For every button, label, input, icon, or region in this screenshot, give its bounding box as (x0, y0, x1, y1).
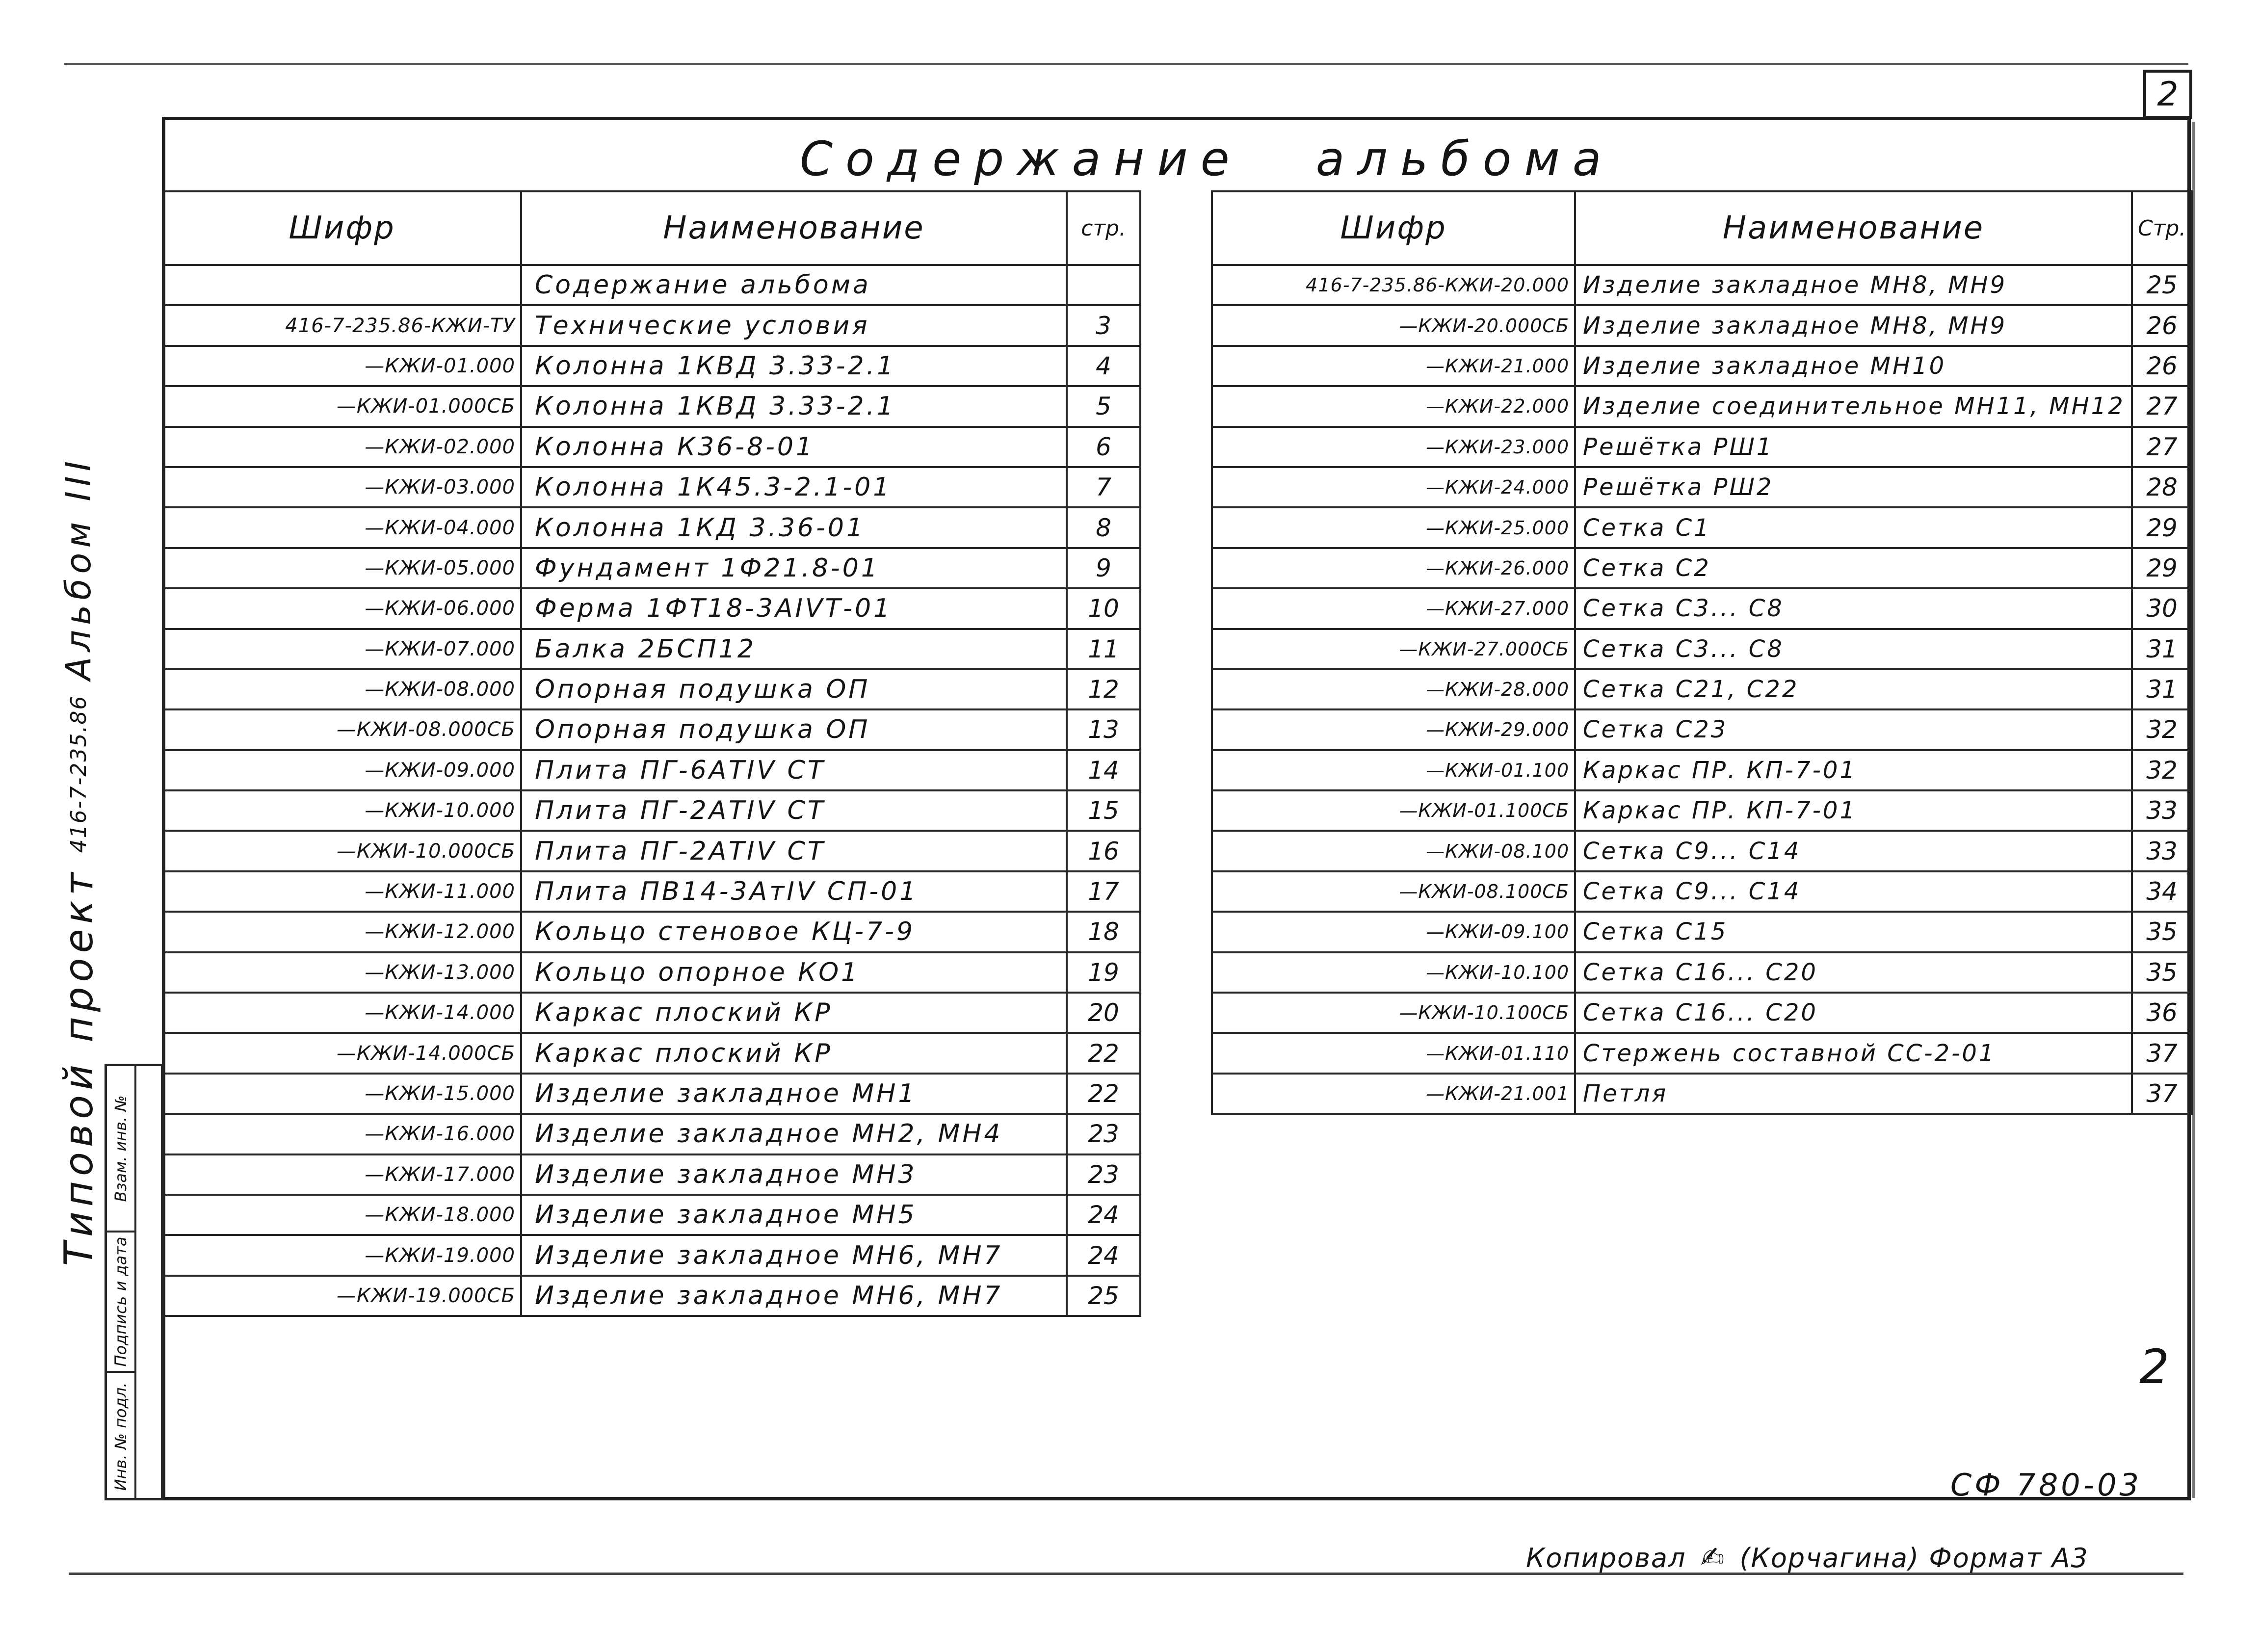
row-page: 15 (1067, 790, 1140, 831)
row-code: —КЖИ-27.000 (1212, 588, 1575, 629)
row-page: 35 (2132, 952, 2192, 993)
header-page: Стр. (2132, 191, 2192, 265)
table-row (1212, 993, 2192, 1033)
row-page: 22 (1067, 1074, 1140, 1114)
row-page: 29 (2132, 507, 2192, 548)
format-label: Формат А3 (1929, 1543, 2089, 1573)
row-name: Фундамент 1Ф21.8-01 (521, 548, 1067, 588)
row-code: —КЖИ-20.000СБ (1212, 305, 1575, 345)
header-page: стр. (1067, 191, 1140, 265)
table-row (1212, 507, 2192, 548)
row-page: 27 (2132, 386, 2192, 426)
row-name: Изделие закладное МН6, МН7 (521, 1276, 1067, 1316)
row-code: —КЖИ-06.000 (163, 588, 521, 629)
page-number: 2 (2139, 1339, 2170, 1394)
row-code: —КЖИ-10.000 (163, 790, 521, 831)
row-page: 20 (1067, 993, 1140, 1033)
row-page: 30 (2132, 588, 2192, 629)
row-name: Решётка РШ1 (1575, 427, 2132, 467)
table-row (163, 305, 1140, 345)
row-name: Плита ПВ14-3АтIV СП-01 (521, 871, 1067, 912)
row-code: —КЖИ-24.000 (1212, 467, 1575, 507)
row-name: Кольцо стеновое КЦ-7-9 (521, 912, 1067, 952)
row-name: Решётка РШ2 (1575, 467, 2132, 507)
header-code: Шифр (1212, 191, 1575, 265)
row-code: —КЖИ-11.000 (163, 871, 521, 912)
table-row (163, 1154, 1140, 1195)
row-page: 14 (1067, 750, 1140, 790)
copier-name: (Корчагина) (1739, 1543, 1920, 1573)
row-name: Изделие закладное МН1 (521, 1074, 1067, 1114)
row-page: 23 (1067, 1114, 1140, 1154)
row-code: —КЖИ-17.000 (163, 1154, 521, 1195)
album-title-word2: альбома (1315, 131, 1614, 186)
copy-note (1526, 1541, 2089, 1574)
row-name: Сетка С9... С14 (1575, 871, 2132, 912)
stamp-label-replace: Взам. инв. № (111, 1095, 130, 1202)
table-row (1212, 629, 2192, 669)
sheet-number-box (2143, 70, 2192, 119)
table-row (163, 629, 1140, 669)
side-project-title (47, 456, 110, 1266)
row-name: Колонна 1КД 3.36-01 (521, 507, 1067, 548)
side-album-label: Альбом III (58, 456, 99, 681)
row-page: 23 (1067, 1154, 1140, 1195)
row-code: —КЖИ-08.100 (1212, 831, 1575, 871)
table-row (1212, 305, 2192, 345)
table-row (163, 1074, 1140, 1114)
copier-signature: ✍ (1700, 1541, 1726, 1574)
table-row (163, 1195, 1140, 1235)
row-name: Ферма 1ФТ18-3АIVТ-01 (521, 588, 1067, 629)
table-row (163, 548, 1140, 588)
row-code: —КЖИ-19.000СБ (163, 1276, 521, 1316)
row-name: Каркас плоский КР (521, 1033, 1067, 1073)
row-page: 32 (2132, 750, 2192, 790)
row-code: 416-7-235.86-КЖИ-20.000 (1212, 265, 1575, 305)
sheet-number: 2 (2157, 75, 2179, 114)
row-page: 26 (2132, 346, 2192, 386)
row-code (163, 265, 521, 305)
row-code: —КЖИ-01.000 (163, 346, 521, 386)
stamp-label-inv: Инв. № подл. (111, 1382, 130, 1491)
row-name: Плита ПГ-2АТIV СТ (521, 831, 1067, 871)
row-code: —КЖИ-09.000 (163, 750, 521, 790)
table-row (1212, 871, 2192, 912)
row-code: —КЖИ-14.000СБ (163, 1033, 521, 1073)
header-code: Шифр (163, 191, 521, 265)
row-page: 3 (1067, 305, 1140, 345)
row-page: 7 (1067, 467, 1140, 507)
row-page: 36 (2132, 993, 2192, 1033)
header-name: Наименование (1575, 191, 2132, 265)
row-code: —КЖИ-21.000 (1212, 346, 1575, 386)
row-code: —КЖИ-08.000СБ (163, 709, 521, 750)
row-code: —КЖИ-01.100 (1212, 750, 1575, 790)
table-row (1212, 750, 2192, 790)
table-row (163, 993, 1140, 1033)
row-name: Изделие закладное МН10 (1575, 346, 2132, 386)
row-page: 26 (2132, 305, 2192, 345)
table-header-row (163, 191, 1140, 265)
row-name: Сетка С1 (1575, 507, 2132, 548)
row-code: —КЖИ-09.100 (1212, 912, 1575, 952)
row-name: Сетка С3... С8 (1575, 629, 2132, 669)
row-code: —КЖИ-15.000 (163, 1074, 521, 1114)
row-page: 5 (1067, 386, 1140, 426)
stamp-cell-inv (107, 1373, 134, 1500)
row-code: —КЖИ-01.000СБ (163, 386, 521, 426)
row-code: —КЖИ-21.001 (1212, 1074, 1575, 1114)
row-code: —КЖИ-05.000 (163, 548, 521, 588)
table-row (163, 790, 1140, 831)
table-row (163, 265, 1140, 305)
row-code: —КЖИ-16.000 (163, 1114, 521, 1154)
row-name: Сетка С23 (1575, 709, 2132, 750)
row-name: Каркас ПР. КП-7-01 (1575, 790, 2132, 831)
row-code: —КЖИ-23.000 (1212, 427, 1575, 467)
row-name: Стержень составной СС-2-01 (1575, 1033, 2132, 1073)
row-name: Технические условия (521, 305, 1067, 345)
row-name: Плита ПГ-2АТIV СТ (521, 790, 1067, 831)
row-code: —КЖИ-13.000 (163, 952, 521, 993)
row-page: 35 (2132, 912, 2192, 952)
document-code: СФ 780-03 (1950, 1467, 2142, 1503)
stamp-cell-replace (107, 1066, 134, 1231)
table-row (163, 750, 1140, 790)
row-page: 31 (2132, 669, 2192, 709)
row-name: Изделие закладное МН2, МН4 (521, 1114, 1067, 1154)
table-row (1212, 427, 2192, 467)
table-row (1212, 548, 2192, 588)
row-name: Каркас плоский КР (521, 993, 1067, 1033)
table-row (163, 507, 1140, 548)
table-row (1212, 386, 2192, 426)
row-code: —КЖИ-26.000 (1212, 548, 1575, 588)
table-row (1212, 346, 2192, 386)
row-name: Опорная подушка ОП (521, 709, 1067, 750)
stamp-label-sign: Подпись и дата (111, 1236, 130, 1367)
table-row (163, 831, 1140, 871)
row-page: 19 (1067, 952, 1140, 993)
table-row (163, 427, 1140, 467)
table-row (1212, 265, 2192, 305)
row-code: —КЖИ-19.000 (163, 1235, 521, 1275)
row-code: —КЖИ-10.100СБ (1212, 993, 1575, 1033)
row-code: —КЖИ-07.000 (163, 629, 521, 669)
side-title-text: Типовой проект (55, 867, 102, 1266)
row-page: 28 (2132, 467, 2192, 507)
row-page: 10 (1067, 588, 1140, 629)
row-name: Сетка С2 (1575, 548, 2132, 588)
row-page (1067, 265, 1140, 305)
row-page: 9 (1067, 548, 1140, 588)
row-page: 12 (1067, 669, 1140, 709)
row-page: 32 (2132, 709, 2192, 750)
table-row (1212, 952, 2192, 993)
contents-table-right-body (1212, 265, 2192, 1114)
row-name: Сетка С16... С20 (1575, 993, 2132, 1033)
row-page: 13 (1067, 709, 1140, 750)
table-header-row (1212, 191, 2192, 265)
row-page: 31 (2132, 629, 2192, 669)
row-page: 4 (1067, 346, 1140, 386)
row-page: 37 (2132, 1033, 2192, 1073)
row-code: —КЖИ-01.100СБ (1212, 790, 1575, 831)
table-row (1212, 669, 2192, 709)
row-page: 16 (1067, 831, 1140, 871)
table-row (1212, 912, 2192, 952)
row-page: 11 (1067, 629, 1140, 669)
table-row (163, 1033, 1140, 1073)
row-name: Колонна 1КВД 3.33-2.1 (521, 386, 1067, 426)
header-name: Наименование (521, 191, 1067, 265)
row-page: 25 (2132, 265, 2192, 305)
row-name: Изделие закладное МН8, МН9 (1575, 265, 2132, 305)
table-row (163, 386, 1140, 426)
row-code: —КЖИ-03.000 (163, 467, 521, 507)
row-page: 8 (1067, 507, 1140, 548)
row-name: Петля (1575, 1074, 2132, 1114)
row-page: 6 (1067, 427, 1140, 467)
row-name: Плита ПГ-6АТIV СТ (521, 750, 1067, 790)
row-page: 25 (1067, 1276, 1140, 1316)
table-row (1212, 588, 2192, 629)
row-code: —КЖИ-18.000 (163, 1195, 521, 1235)
row-code: —КЖИ-04.000 (163, 507, 521, 548)
row-code: —КЖИ-08.100СБ (1212, 871, 1575, 912)
stamp-divider (134, 1066, 136, 1498)
album-title (800, 131, 1614, 186)
row-code: —КЖИ-27.000СБ (1212, 629, 1575, 669)
row-name: Сетка С15 (1575, 912, 2132, 952)
row-code: —КЖИ-28.000 (1212, 669, 1575, 709)
table-row (163, 1276, 1140, 1316)
row-code: —КЖИ-10.000СБ (163, 831, 521, 871)
table-row (1212, 709, 2192, 750)
row-page: 33 (2132, 831, 2192, 871)
contents-table-left (162, 190, 1141, 1317)
side-project-code: 416-7-235.86 (66, 695, 91, 853)
row-page: 29 (2132, 548, 2192, 588)
row-page: 18 (1067, 912, 1140, 952)
row-name: Сетка С21, С22 (1575, 669, 2132, 709)
row-name: Каркас ПР. КП-7-01 (1575, 750, 2132, 790)
row-code: —КЖИ-29.000 (1212, 709, 1575, 750)
table-row (1212, 1074, 2192, 1114)
row-page: 37 (2132, 1074, 2192, 1114)
table-row (1212, 467, 2192, 507)
row-page: 27 (2132, 427, 2192, 467)
row-name: Балка 2БСП12 (521, 629, 1067, 669)
row-code: —КЖИ-22.000 (1212, 386, 1575, 426)
row-name: Изделие закладное МН8, МН9 (1575, 305, 2132, 345)
row-page: 24 (1067, 1235, 1140, 1275)
row-code: —КЖИ-01.110 (1212, 1033, 1575, 1073)
table-row (163, 669, 1140, 709)
table-row (1212, 831, 2192, 871)
row-name: Изделие закладное МН6, МН7 (521, 1235, 1067, 1275)
row-name: Сетка С16... С20 (1575, 952, 2132, 993)
table-row (163, 912, 1140, 952)
table-row (163, 871, 1140, 912)
table-row (163, 346, 1140, 386)
contents-table-left-body (163, 265, 1140, 1316)
row-page: 34 (2132, 871, 2192, 912)
row-name: Колонна К36-8-01 (521, 427, 1067, 467)
stamp-cell-sign (107, 1231, 134, 1373)
row-code: —КЖИ-12.000 (163, 912, 521, 952)
table-row (1212, 1033, 2192, 1073)
row-name: Колонна 1КВД 3.33-2.1 (521, 346, 1067, 386)
row-code: 416-7-235.86-КЖИ-ТУ (163, 305, 521, 345)
inventory-stamp (105, 1064, 163, 1500)
row-code: —КЖИ-10.100 (1212, 952, 1575, 993)
table-row (163, 1114, 1140, 1154)
row-page: 17 (1067, 871, 1140, 912)
table-row (163, 952, 1140, 993)
row-page: 33 (2132, 790, 2192, 831)
table-row (163, 467, 1140, 507)
contents-table-right (1211, 190, 2193, 1115)
row-code: —КЖИ-14.000 (163, 993, 521, 1033)
row-code: —КЖИ-25.000 (1212, 507, 1575, 548)
row-code: —КЖИ-02.000 (163, 427, 521, 467)
row-page: 22 (1067, 1033, 1140, 1073)
row-name: Опорная подушка ОП (521, 669, 1067, 709)
row-name: Содержание альбома (521, 265, 1067, 305)
table-row (163, 1235, 1140, 1275)
album-title-word1: Содержание (800, 131, 1242, 186)
table-row (163, 709, 1140, 750)
table-row (163, 588, 1140, 629)
row-code: —КЖИ-08.000 (163, 669, 521, 709)
top-rule (64, 63, 2188, 65)
row-name: Колонна 1К45.3-2.1-01 (521, 467, 1067, 507)
row-name: Кольцо опорное КО1 (521, 952, 1067, 993)
row-name: Изделие закладное МН5 (521, 1195, 1067, 1235)
row-name: Изделие закладное МН3 (521, 1154, 1067, 1195)
copied-label: Копировал (1526, 1543, 1686, 1573)
row-name: Изделие соединительное МН11, МН12 (1575, 386, 2132, 426)
row-name: Сетка С9... С14 (1575, 831, 2132, 871)
table-row (1212, 790, 2192, 831)
row-name: Сетка С3... С8 (1575, 588, 2132, 629)
row-page: 24 (1067, 1195, 1140, 1235)
